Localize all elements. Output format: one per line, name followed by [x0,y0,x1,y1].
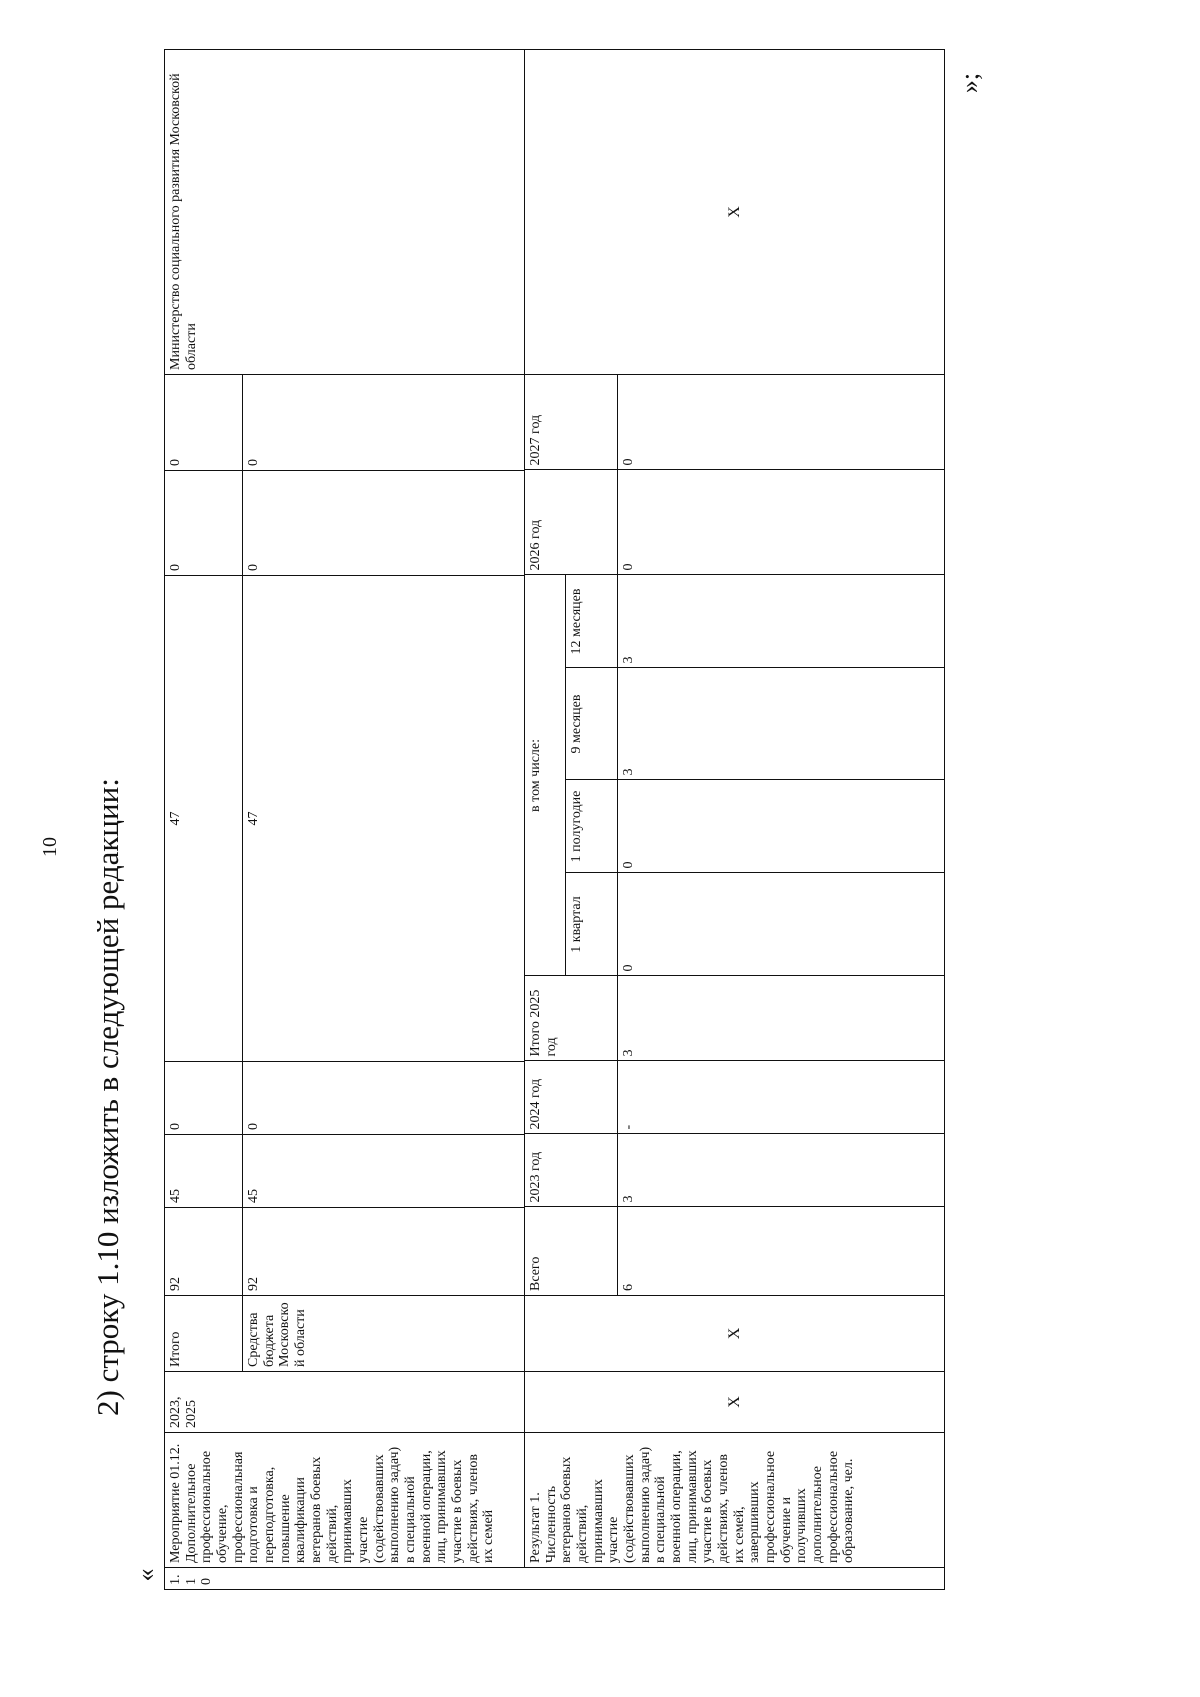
value-2027: 0 [617,374,944,470]
total-2027: 0 [165,374,243,470]
source-2024: 0 [243,1062,525,1135]
executor: Министерство социального развития Московской области [165,49,525,374]
source-label: Средства бюджета Московской области [243,1296,525,1372]
header-h1: 1 полугодие [565,780,617,873]
value-q1: 0 [617,873,944,976]
activity-name: Мероприятие 01.12. Дополнительное профессиональное обучение, профессиональная подготовка и переподготовка, повышение квалификации ветеранов боевых действий, принимавших участие (содействовавших выполнению задач) в специальной военной операции, лиц, принимавших участие в боевых действиях, членов их семей [165,1433,525,1568]
value-h1: 0 [617,780,944,873]
source-2026: 0 [243,470,525,575]
header-including: в том числе: [525,575,565,976]
header-2025-total: Итого 2025 год [525,976,617,1061]
amendment-heading: 2) строку 1.10 изложить в следующей редакции: [90,778,125,1416]
total-2024: 0 [165,1062,243,1135]
source-all: 92 [243,1208,525,1296]
total-2025: 47 [165,575,243,1061]
value-2026: 0 [617,470,944,575]
result-source-x: Х [525,1296,945,1372]
program-table [164,50,944,1590]
page-number: 10 [39,837,61,857]
header-2026: 2026 год [525,470,617,575]
total-2026: 0 [165,470,243,575]
source-2023: 45 [243,1135,525,1208]
activity-years: 2023, 2025 [165,1372,525,1433]
result-executor-x: Х [525,49,945,374]
result-row [525,49,945,1589]
value-2023: 3 [617,1134,944,1207]
total-all: 92 [165,1208,243,1296]
header-q1: 1 квартал [565,873,617,976]
header-12m: 12 месяцев [565,575,617,668]
opening-quote-mark: « [131,1568,160,1582]
header-2023: 2023 год [525,1134,617,1207]
value-12m: 3 [617,575,944,668]
activity-total-row [165,49,243,1589]
value-9m: 3 [617,668,944,780]
closing-quote-mark: »; [955,72,984,94]
value-total: 6 [617,1207,944,1295]
header-total: Всего [525,1207,617,1295]
result-name: Результат 1. Численность ветеранов боевых действий, принимавших участие (содействовавших выполнению задач) в специальной военной операции, лиц, принимавших участие в боевых действиях, членов их семей, завершивших профессиональное обучение и получивших дополнительное профессиональное образование, чел. [525,1433,945,1568]
total-label: Итого [165,1296,243,1372]
total-2023: 45 [165,1135,243,1208]
result-indicators [525,374,945,1295]
result-years-x: Х [525,1372,945,1433]
row-number: 1.10 [165,1568,945,1590]
source-2027: 0 [243,374,525,470]
value-2024: - [617,1061,944,1134]
header-9m: 9 месяцев [565,668,617,780]
value-2025-total: 3 [617,976,944,1061]
header-2024: 2024 год [525,1061,617,1134]
header-2027: 2027 год [525,374,617,470]
source-2025: 47 [243,575,525,1061]
